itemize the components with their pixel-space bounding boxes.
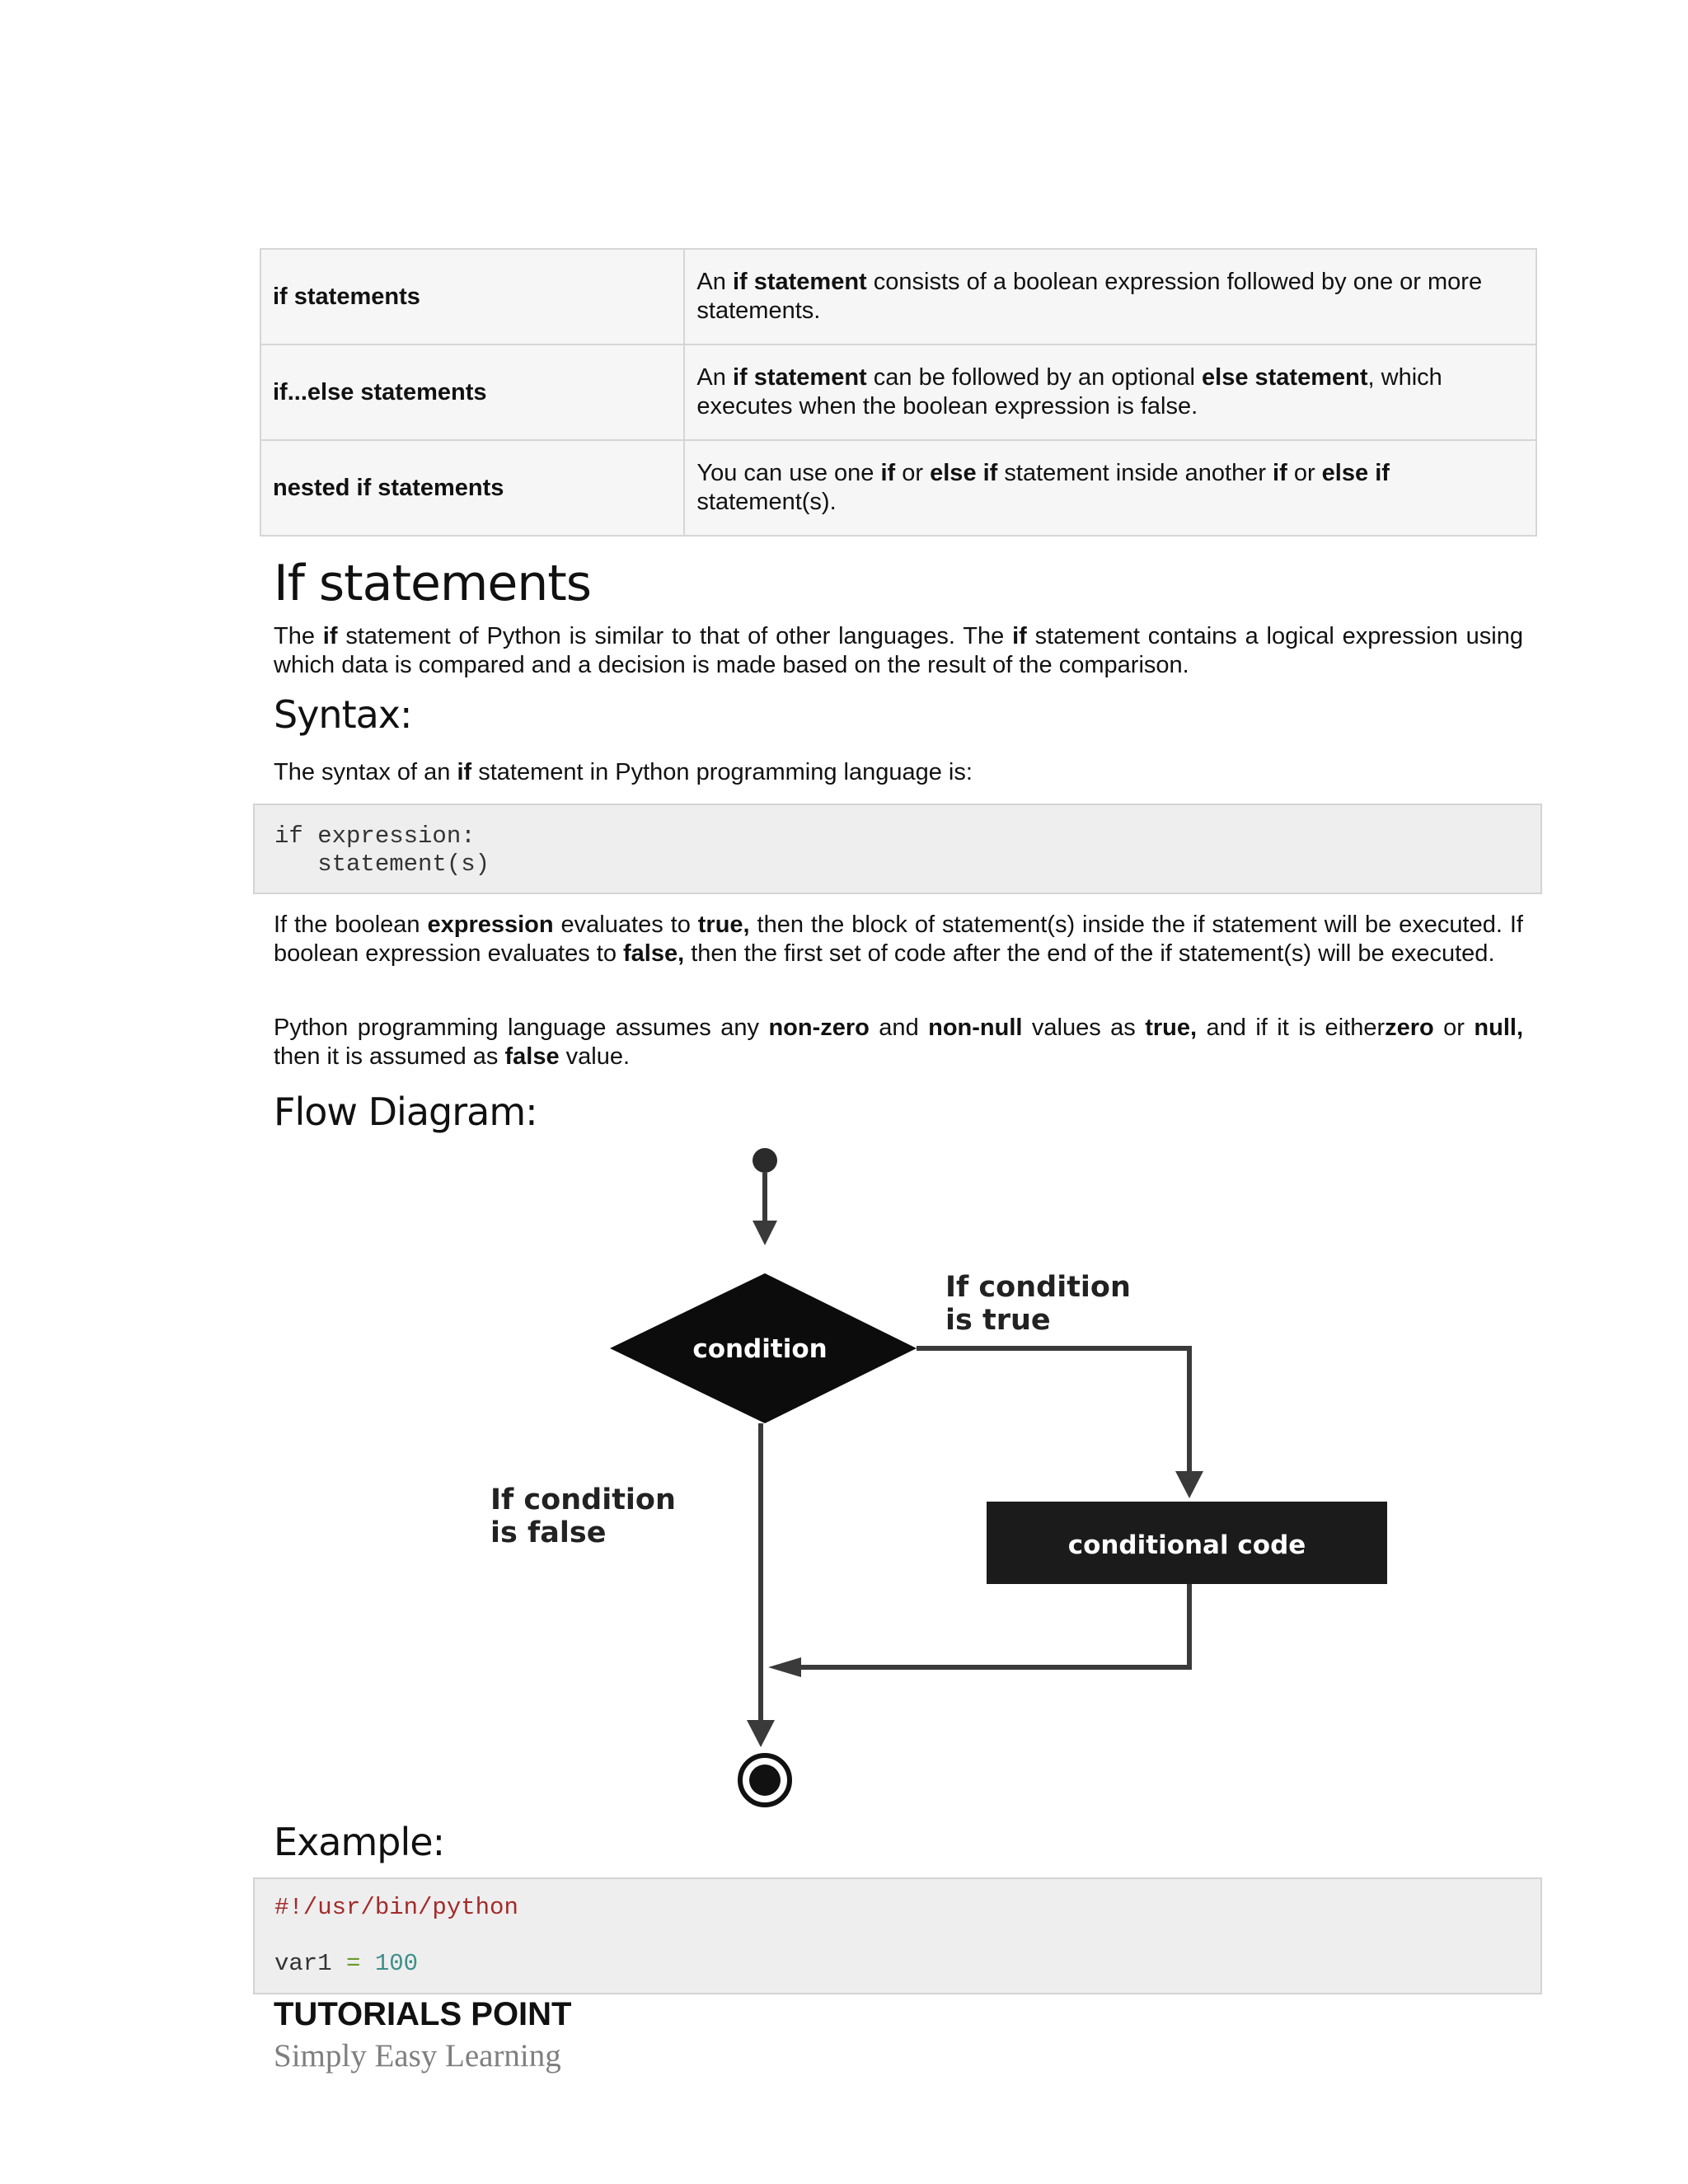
- code-variable: var1: [274, 1950, 332, 1977]
- decision-label: condition: [692, 1334, 828, 1364]
- true-branch-label: If condition: [945, 1271, 1131, 1304]
- end-node-core: [749, 1765, 781, 1796]
- table-cell-description: An if statement can be followed by an optional else statement, which executes when the boolean expression is false.: [684, 344, 1536, 440]
- explanation-paragraph: If the boolean expression evaluates to true, then the block of statement(s) inside the if statement will be executed. If boolean expression evaluates to false, then the first set of code after the end of the if statement(s) will be executed.: [274, 912, 1523, 967]
- flow-edge-return: [799, 1584, 1189, 1667]
- statements-table: [260, 248, 1537, 537]
- code-line: if expression:: [274, 823, 476, 850]
- syntax-heading: Syntax:: [274, 692, 412, 737]
- syntax-intro: The syntax of an if statement in Python programming language is:: [274, 759, 973, 785]
- start-node: [753, 1148, 777, 1173]
- arrowhead-icon: [747, 1720, 775, 1747]
- intro-paragraph: The if statement of Python is similar to that of other languages. The if statement contains a logical expression using which data is compared and a decision is made based on the result of the comparison.: [274, 623, 1523, 678]
- syntax-code-block: [253, 804, 1542, 894]
- flow-diagram: [470, 1133, 1409, 1821]
- true-branch-label: is true: [945, 1304, 1051, 1337]
- footer-tagline: Simply Easy Learning: [274, 2038, 561, 2074]
- false-branch-label: If condition: [490, 1483, 676, 1516]
- section-title: If statements: [274, 555, 592, 612]
- action-label: conditional code: [1067, 1530, 1306, 1560]
- table-cell-description: You can use one if or else if statement inside another if or else if statement(s).: [684, 440, 1536, 536]
- code-line: statement(s): [274, 851, 490, 878]
- example-heading: Example:: [274, 1820, 445, 1864]
- code-line-shebang: #!/usr/bin/python: [274, 1894, 518, 1921]
- arrowhead-icon: [753, 1221, 777, 1245]
- code-operator: =: [331, 1950, 375, 1977]
- table-cell-description: An if statement consists of a boolean expression followed by one or more statements.: [684, 249, 1536, 344]
- footer-brand: TUTORIALS POINT: [274, 1996, 572, 2032]
- table-row: [260, 249, 1536, 344]
- flow-edge-true: [917, 1348, 1189, 1471]
- arrowhead-icon: [1175, 1471, 1203, 1498]
- table-row: [260, 344, 1536, 440]
- example-code-block: [253, 1877, 1542, 1994]
- table-cell-label: nested if statements: [260, 440, 684, 536]
- table-row: [260, 440, 1536, 536]
- false-branch-label: is false: [490, 1516, 607, 1549]
- table-cell-label: if...else statements: [260, 344, 684, 440]
- code-line-assignment: [274, 1950, 418, 1977]
- table-cell-label: if statements: [260, 249, 684, 344]
- truthiness-paragraph: Python programming language assumes any non-zero and non-null values as true, and if it is eitherzero or null, then it is assumed as false value.: [274, 1015, 1524, 1070]
- code-number: 100: [374, 1950, 419, 1977]
- flow-diagram-heading: Flow Diagram:: [274, 1090, 537, 1134]
- arrowhead-icon: [768, 1657, 801, 1677]
